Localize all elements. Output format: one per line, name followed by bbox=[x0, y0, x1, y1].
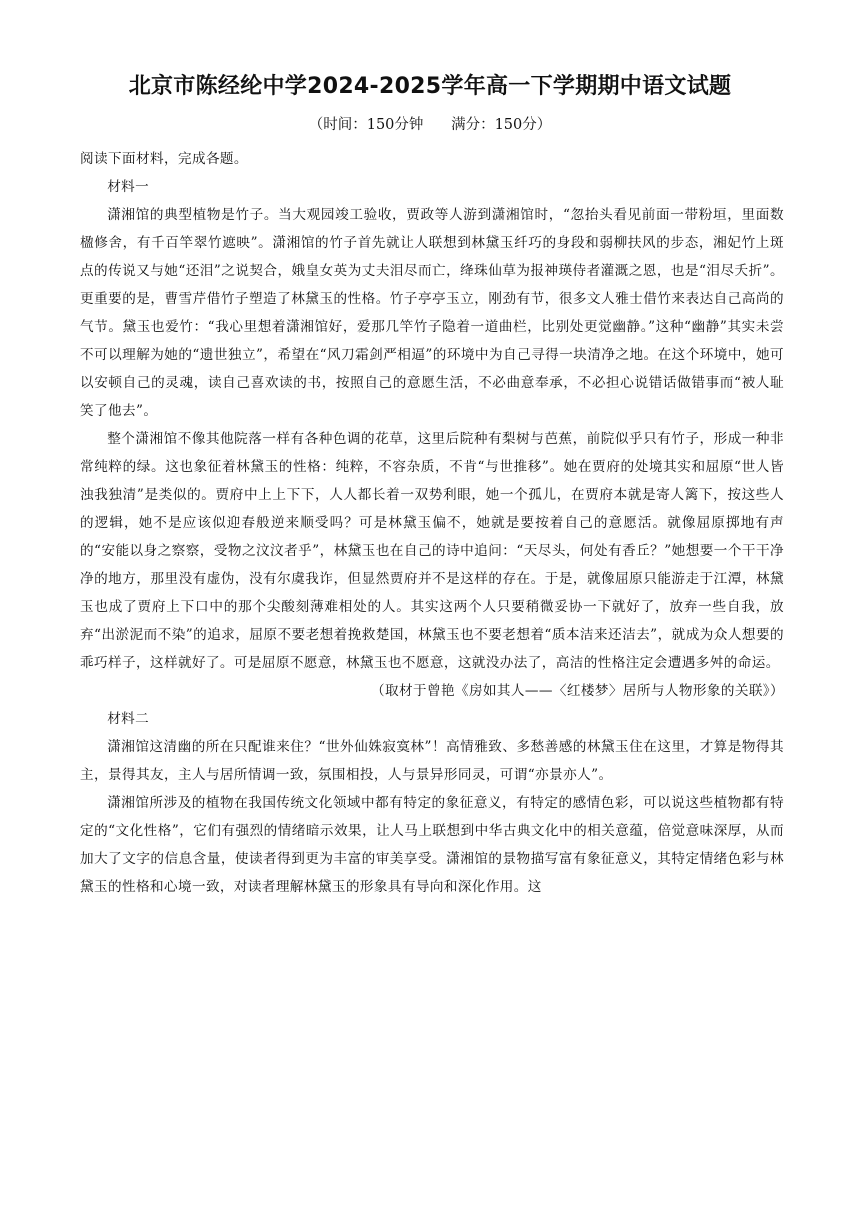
passage-body bbox=[80, 145, 784, 901]
material-1-heading: 材料一 bbox=[107, 179, 150, 195]
exam-time-score: （时间：150分钟 满分：150分） bbox=[308, 117, 552, 133]
material-1-paragraph: 潇湘馆的典型植物是竹子。当大观园竣工验收，贾政等人游到潇湘馆时，“忽抬头看见前面一带粉垣，里面数楹修舍，有千百竿翠竹遮映”。潇湘馆的竹子首先就让人联想到林黛玉纤巧的身段和弱柳扶风的步态，湘妃竹上斑点的传说又与她“还泪”之说契合，娥皇女英为丈夫泪尽而亡，绛珠仙草为报神瑛侍者灌溉之恩，也是“泪尽夭折”。更重要的是，曹雪芹借竹子塑造了林黛玉的性格。竹子亭亭玉立，刚劲有节，很多文人雅士借竹来表达自己高尚的气节。黛玉也爱竹：“我心里想着潇湘馆好，爱那几竿竹子隐着一道曲栏，比别处更觉幽静。”这种“幽静”其实未尝不可以理解为她的“遗世独立”，希望在“风刀霜剑严相逼”的环境中为自己寻得一块清净之地。在这个环境中，她可以安顿自己的灵魂，读自己喜欢读的书，按照自己的意愿生活，不必曲意奉承，不必担心说错话做错事而“被人耻笑了他去”。 bbox=[80, 207, 784, 419]
material-1-paragraph: 整个潇湘馆不像其他院落一样有各种色调的花草，这里后院种有梨树与芭蕉，前院似乎只有竹子，形成一种非常纯粹的绿。这也象征着林黛玉的性格：纯粹，不容杂质，不肯“与世推移”。她在贾府的处境其实和屈原“世人皆浊我独清”是类似的。贾府中上上下下，人人都长着一双势利眼，她一个孤儿，在贾府本就是寄人篱下，按这些人的逻辑，她不是应该似迎春般逆来顺受吗？可是林黛玉偏不，她就是要按着自己的意愿活。就像屈原掷地有声的“安能以身之察察，受物之汶汶者乎”，林黛玉也在自己的诗中追问：“天尽头，何处有香丘？”她想要一个干干净净的地方，那里没有虚伪，没有尔虞我诈，但显然贾府并不是这样的存在。于是，就像屈原只能游走于江潭，林黛玉也成了贾府上下口中的那个尖酸刻薄难相处的人。其实这两个人只要稍微妥协一下就好了，放弃一些自我，放弃“出淤泥而不染”的追求，屈原不要老想着挽救楚国，林黛玉也不要老想着“质本洁来还洁去”，就成为众人想要的乖巧样子，这样就好了。可是屈原不愿意，林黛玉也不愿意，这就没办法了，高洁的性格注定会遭遇多舛的命运。 bbox=[80, 431, 784, 671]
instruction-text: 阅读下面材料，完成各题。 bbox=[80, 151, 248, 167]
material-1-source: （取材于曾艳《房如其人——〈红楼梦〉居所与人物形象的关联》） bbox=[370, 683, 784, 699]
page-title: 北京市陈经纶中学2024-2025学年高一下学期期中语文试题 bbox=[128, 74, 732, 99]
material-2-paragraph: 潇湘馆这清幽的所在只配谁来住？“世外仙姝寂寞林”！高情雅致、多愁善感的林黛玉住在这里，才算是物得其主，景得其友，主人与居所情调一致，氛围相投，人与景异形同灵，可谓“亦景亦人”。 bbox=[80, 739, 784, 783]
material-2-paragraph: 潇湘馆所涉及的植物在我国传统文化领域中都有特定的象征意义，有特定的感情色彩，可以说这些植物都有特定的“文化性格”，它们有强烈的情绪暗示效果，让人马上联想到中华古典文化中的相关意蕴，倍觉意味深厚，从而加大了文字的信息含量，使读者得到更为丰富的审美享受。潇湘馆的景物描写富有象征意义，其特定情绪色彩与林黛玉的性格和心境一致，对读者理解林黛玉的形象具有导向和深化作用。这 bbox=[80, 795, 784, 895]
material-2-heading: 材料二 bbox=[107, 711, 150, 727]
